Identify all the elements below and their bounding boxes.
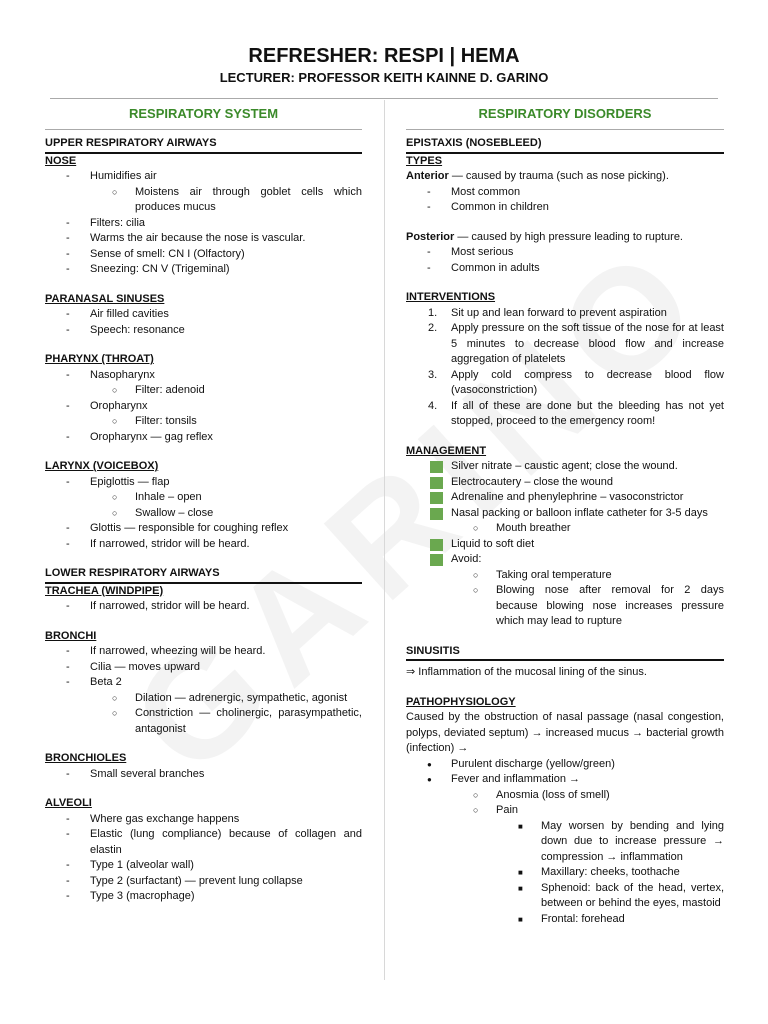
list-item: ○ Anosmia (loss of smell) xyxy=(406,788,724,804)
list-item: - Most serious xyxy=(406,245,724,261)
sinusitis-definition: ⇒ Inflammation of the mucosal lining of the sinus. xyxy=(406,666,647,678)
bronchi-list xyxy=(45,644,362,737)
list-item: - Beta 2 xyxy=(45,675,362,691)
anterior-line xyxy=(406,169,724,185)
item-number: 4. xyxy=(428,399,438,412)
list-item xyxy=(406,306,724,322)
list-item: ○ Constriction — cholinergic, parasympathetic, antagonist xyxy=(45,706,362,737)
pathophysiology-title: PATHOPHYSIOLOGY xyxy=(406,695,516,708)
list-item: Liquid to soft diet xyxy=(406,537,724,553)
list-item: - Where gas exchange happens xyxy=(45,812,362,828)
types-title: TYPES xyxy=(406,154,443,167)
list-item: ■ Maxillary: cheeks, toothache xyxy=(406,865,724,881)
pathophysiology-intro: Caused by the obstruction of nasal passage (nasal congestion, polyps, deviated septum) → increased mucus → bacterial growth (infection) → xyxy=(406,711,724,754)
nose-title: NOSE xyxy=(45,154,77,167)
list-item: - Speech: resonance xyxy=(45,323,362,339)
list-item: - Type 3 (macrophage) xyxy=(45,889,362,905)
green-square-icon xyxy=(430,508,443,520)
right-column xyxy=(406,104,724,927)
list-item: ○ Moistens air through goblet cells which produces mucus xyxy=(45,185,362,216)
list-item: - Filters: cilia xyxy=(45,216,362,232)
interventions-list xyxy=(406,306,724,430)
upper-airways-title: UPPER RESPIRATORY AIRWAYS xyxy=(45,136,362,154)
bronchioles-title: BRONCHIOLES xyxy=(45,752,127,764)
larynx-title: LARYNX (VOICEBOX) xyxy=(45,460,159,472)
list-item: - Air filled cavities xyxy=(45,307,362,323)
bronchi-title: BRONCHI xyxy=(45,629,97,642)
alveoli-title: ALVEOLI xyxy=(45,797,92,809)
green-square-icon xyxy=(430,461,443,473)
list-item: ○ Swallow – close xyxy=(45,506,362,522)
list-item: - Epiglottis — flap xyxy=(45,475,362,491)
item-text: Sit up and lean forward to prevent aspiration xyxy=(451,306,667,319)
green-square-icon xyxy=(430,539,443,551)
item-text: Apply cold compress to decrease blood flow (vasoconstriction) xyxy=(451,368,724,396)
interventions-title: INTERVENTIONS xyxy=(406,291,496,303)
management-title: MANAGEMENT xyxy=(406,444,487,457)
item-number: 1. xyxy=(428,306,438,319)
list-item: - Sneezing: CN V (Trigeminal) xyxy=(45,262,362,278)
nose-list xyxy=(45,169,362,278)
bronchioles-list xyxy=(45,767,362,783)
list-item: - Most common xyxy=(406,185,724,201)
list-item: ● Purulent discharge (yellow/green) xyxy=(406,757,724,773)
list-item: ○ Inhale – open xyxy=(45,490,362,506)
list-item: ○ Filter: adenoid xyxy=(45,383,362,399)
list-item: ○ Blowing nose after removal for 2 days because blowing nose increases pressure which may lead to rupture xyxy=(406,583,724,630)
list-item: - Oropharynx xyxy=(45,399,362,415)
list-item: ○ Taking oral temperature xyxy=(406,568,724,584)
posterior-text: — caused by high pressure leading to rupture. xyxy=(454,230,683,243)
green-square-icon xyxy=(430,477,443,489)
lower-airways-title: LOWER RESPIRATORY AIRWAYS xyxy=(45,566,362,584)
list-item xyxy=(406,368,724,399)
left-column xyxy=(45,104,362,905)
list-item: - If narrowed, stridor will be heard. xyxy=(45,599,362,615)
list-item: - Sense of smell: CN I (Olfactory) xyxy=(45,247,362,263)
list-item: Electrocautery – close the wound xyxy=(406,475,724,491)
list-item: - Type 1 (alveolar wall) xyxy=(45,858,362,874)
list-item: ■ Sphenoid: back of the head, vertex, between or behind the eyes, mastoid xyxy=(406,881,724,912)
pathophysiology-list xyxy=(406,757,724,928)
list-item: - If narrowed, stridor will be heard. xyxy=(45,537,362,553)
list-item: Silver nitrate – caustic agent; close the wound. xyxy=(406,459,724,475)
sinusitis-title: SINUSITIS xyxy=(406,644,724,662)
list-item: - Humidifies air xyxy=(45,169,362,185)
page-title: REFRESHER: RESPI | HEMA xyxy=(248,45,520,67)
list-item: - Common in adults xyxy=(406,261,724,277)
anterior-label: Anterior xyxy=(406,170,449,182)
sinuses-list xyxy=(45,307,362,338)
trachea-list xyxy=(45,599,362,615)
list-item: - Cilia — moves upward xyxy=(45,660,362,676)
posterior-label: Posterior xyxy=(406,230,455,243)
green-square-icon xyxy=(430,554,443,566)
list-item: ○ Filter: tonsils xyxy=(45,414,362,430)
list-item: - Warms the air because the nose is vascular. xyxy=(45,231,362,247)
right-column-heading: RESPIRATORY DISORDERS xyxy=(406,104,724,124)
list-item: - Type 2 (surfactant) — prevent lung collapse xyxy=(45,874,362,890)
green-square-icon xyxy=(430,492,443,504)
list-item: - Glottis — responsible for coughing reflex xyxy=(45,521,362,537)
anterior-text: — caused by trauma (such as nose picking). xyxy=(448,170,669,182)
posterior-list xyxy=(406,245,724,276)
epistaxis-title: EPISTAXIS (NOSEBLEED) xyxy=(406,136,724,154)
sinuses-title: PARANASAL SINUSES xyxy=(45,292,165,305)
posterior-line xyxy=(406,230,724,246)
item-text: If all of these are done but the bleeding has not yet stopped, proceed to the emergency room! xyxy=(451,399,724,427)
management-list xyxy=(406,459,724,630)
anterior-list xyxy=(406,185,724,216)
page-subtitle: LECTURER: PROFESSOR KEITH KAINNE D. GARINO xyxy=(219,70,549,85)
list-item: ○ Dilation — adrenergic, sympathetic, agonist xyxy=(45,691,362,707)
item-number: 3. xyxy=(428,368,438,381)
header-divider xyxy=(50,98,718,99)
alveoli-list xyxy=(45,812,362,905)
list-item: - Small several branches xyxy=(45,767,362,783)
list-item: - Elastic (lung compliance) because of collagen and elastin xyxy=(45,827,362,858)
item-text: Apply pressure on the soft tissue of the nose for at least 5 minutes to decrease blood flow and increase aggregation of platelets xyxy=(451,322,724,365)
list-item: Avoid: xyxy=(406,552,724,568)
pharynx-title: PHARYNX (THROAT) xyxy=(45,353,154,365)
list-item: ○ Mouth breather xyxy=(406,521,724,537)
list-item: Nasal packing or balloon inflate catheter for 3-5 days xyxy=(406,506,724,522)
left-column-heading: RESPIRATORY SYSTEM xyxy=(45,104,362,124)
list-item: - Oropharynx — gag reflex xyxy=(45,430,362,446)
list-item: Adrenaline and phenylephrine – vasoconstrictor xyxy=(406,490,724,506)
list-item: - Common in children xyxy=(406,200,724,216)
list-item xyxy=(406,321,724,368)
list-item: ■ Frontal: forehead xyxy=(406,912,724,928)
list-item: - Nasopharynx xyxy=(45,368,362,384)
larynx-list xyxy=(45,475,362,553)
list-item: - If narrowed, wheezing will be heard. xyxy=(45,644,362,660)
list-item xyxy=(406,399,724,430)
list-item: ● Fever and inflammation → xyxy=(406,772,724,788)
list-item: ○ Pain xyxy=(406,803,724,819)
column-divider xyxy=(384,100,385,980)
pharynx-list xyxy=(45,368,362,446)
list-item: ■ May worsen by bending and lying down due to increase pressure → compression → inflammation xyxy=(406,819,724,866)
trachea-title: TRACHEA (WINDPIPE) xyxy=(45,584,164,597)
item-number: 2. xyxy=(428,322,438,334)
